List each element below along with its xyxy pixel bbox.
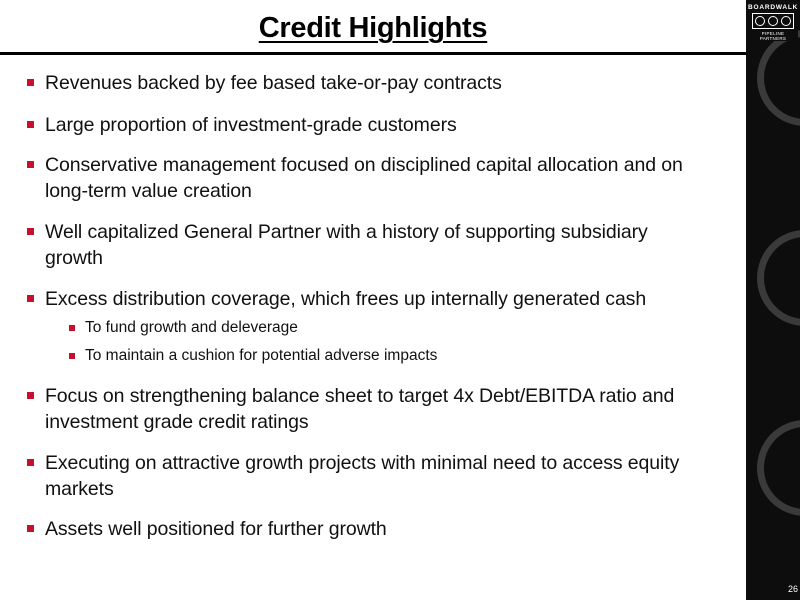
- company-logo: [748, 3, 798, 41]
- bullet-square-icon: [27, 161, 34, 168]
- sub-bullet-square-icon: [69, 353, 75, 359]
- decorative-sidebar: [746, 0, 800, 600]
- sidebar-ring-icon: [757, 30, 800, 126]
- bullet-square-icon: [27, 392, 34, 399]
- page-number: 26: [787, 584, 798, 594]
- logo-wordmark-top: BOARDWALK: [748, 4, 799, 11]
- bullet-square-icon: [27, 525, 34, 532]
- bullet-square-icon: [27, 295, 34, 302]
- sidebar-ring-icon: [757, 420, 800, 516]
- sidebar-ring-icon: [757, 230, 800, 326]
- bullet-item: Excess distribution coverage, which frees up internally generated cash: [45, 286, 646, 312]
- sub-bullet-square-icon: [69, 325, 75, 331]
- sub-bullet-item: To fund growth and deleverage: [85, 318, 298, 338]
- bullet-item: Executing on attractive growth projects with minimal need to access equity markets: [45, 450, 679, 502]
- logo-wordmark-bottom: PIPELINE PARTNERS: [759, 31, 787, 41]
- bullet-square-icon: [27, 459, 34, 466]
- bullet-item: Large proportion of investment-grade customers: [45, 112, 457, 138]
- bullet-item: Conservative management focused on disciplined capital allocation and on long-term value creation: [45, 152, 683, 204]
- bullet-item: Well capitalized General Partner with a history of supporting subsidiary growth: [45, 219, 648, 271]
- bullet-square-icon: [27, 121, 34, 128]
- logo-circles-icon: [752, 13, 794, 29]
- bullet-square-icon: [27, 228, 34, 235]
- bullet-item: Focus on strengthening balance sheet to target 4x Debt/EBITDA ratio and investment grade credit ratings: [45, 383, 674, 435]
- slide-title: Credit Highlights: [258, 12, 488, 44]
- bullet-square-icon: [27, 79, 34, 86]
- bullet-item: Revenues backed by fee based take-or-pay contracts: [45, 70, 502, 96]
- bullet-item: Assets well positioned for further growth: [45, 516, 387, 542]
- sub-bullet-item: To maintain a cushion for potential adverse impacts: [85, 346, 437, 366]
